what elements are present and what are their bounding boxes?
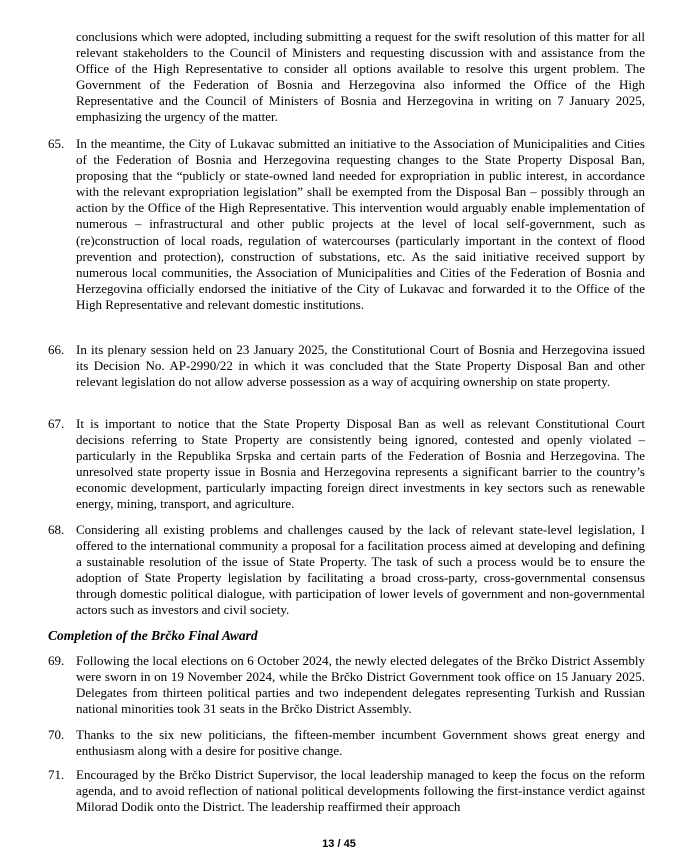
paragraph-67: It is important to notice that the State Property Disposal Ban as well as relevant Constitutional Court decisions referring to State Property are consistently being ignored, contested and openly violated – particularly in the Republika Srpska and certain parts of the Federation of Bosnia and Herzegovina. The unresolved state property issue in Bosnia and Herzegovina represents a significant barrier to the country’s economic development, particularly impacting foreign direct investments in key sectors such as renewable energy, mining, transport, and agriculture.: [76, 416, 645, 512]
paragraph-number-66: 66.: [48, 342, 65, 357]
paragraph-number-71: 71.: [48, 767, 65, 782]
paragraph-68: Considering all existing problems and challenges caused by the lack of relevant state-level legislation, I offered to the international community a proposal for a facilitation process aimed at developing and defining a sustainable resolution of the issue of State Property. The task of such a process would be to ensure the adoption of State Property legislation by facilitating a broad cross-party, cross-governmental consensus through domestic political dialogue, with participation of lower levels of government and non-governmental actors such as investors and civil society.: [76, 522, 645, 618]
paragraph-65: In the meantime, the City of Lukavac submitted an initiative to the Association of Municipalities and Cities of the Federation of Bosnia and Herzegovina requesting changes to the State Property Disposal Ban, proposing that the “publicly or state-owned land needed for expropriation in public interest, in accordance with the relevant expropriation legislation” shall be exempted from the Disposal Ban – possibly through an action by the Office of the High Representative. This intervention would arguably enable implementation of numerous – infrastructural and other public projects at the level of local self-government, such as (re)construction of local roads, regulation of watercourses (particularly important in the context of flood prevention and protection), construction of substations, etc. As the said initiative received support by numerous local communities, the Association of Municipalities and Cities of the Federation of Bosnia and Herzegovina officially endorsed the initiative of the City of Lukavac and forwarded it to the Office of the High Representative and relevant domestic institutions.: [76, 136, 645, 312]
section-heading: Completion of the Brčko Final Award: [48, 628, 258, 643]
paragraph-71: Encouraged by the Brčko District Supervisor, the local leadership managed to keep the focus on the reform agenda, and to avoid reflection of national political developments following the first-instance verdict against Milorad Dodik onto the District. The leadership reaffirmed their approach: [76, 767, 645, 815]
paragraph-number-70: 70.: [48, 727, 65, 742]
paragraph-number-67: 67.: [48, 416, 65, 431]
paragraph-number-69: 69.: [48, 653, 65, 668]
paragraph-69: Following the local elections on 6 October 2024, the newly elected delegates of the Brčko District Assembly were sworn in on 19 November 2024, while the Brčko District Government took office on 15 January 2025. Delegates from thirteen political parties and two independent delegates representing Turkish and Russian national minorities took 31 seats in the Brčko District Assembly.: [76, 653, 645, 717]
paragraph-number-68: 68.: [48, 522, 65, 537]
paragraph-number-65: 65.: [48, 136, 65, 151]
page-number: 13 / 45: [322, 838, 356, 850]
paragraph-70: Thanks to the six new politicians, the fifteen-member incumbent Government shows great energy and enthusiasm along with a desire for positive change.: [76, 727, 645, 759]
paragraph-continuation: conclusions which were adopted, including submitting a request for the swift resolution of this matter for all relevant stakeholders to the Council of Ministers and requesting discussion with and assistance from the Office of the High Representative to consider all options available to resolve this urgent problem. The Government of the Federation of Bosnia and Herzegovina also informed the Office of the High Representative and the Council of Ministers of Bosnia and Herzegovina in writing on 7 January 2025, emphasizing the urgency of the matter.: [76, 29, 645, 125]
paragraph-66: In its plenary session held on 23 January 2025, the Constitutional Court of Bosnia and Herzegovina issued its Decision No. AP-2990/22 in which it was concluded that the State Property Disposal Ban and other relevant legislation do not allow adverse possession as a way of acquiring ownership on state property.: [76, 342, 645, 390]
